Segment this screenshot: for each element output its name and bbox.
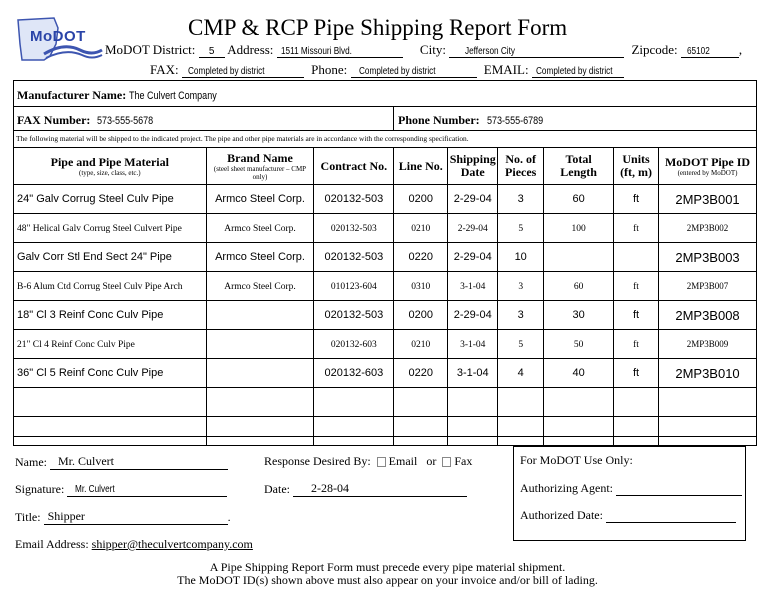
pipe-table <box>13 147 757 446</box>
cell-pieces[interactable] <box>498 301 544 330</box>
fax-value: Completed by district <box>187 66 265 77</box>
table-row <box>14 301 757 330</box>
title-label: Title: <box>15 510 41 524</box>
date-area[interactable] <box>264 481 467 497</box>
cell-modot-id[interactable] <box>659 214 757 243</box>
cell-pieces-text: 3 <box>517 193 524 205</box>
cell-brand[interactable] <box>206 185 314 214</box>
col-header-length: Total Length <box>544 148 614 185</box>
signature-field[interactable] <box>67 481 227 497</box>
response-or: or <box>426 454 437 468</box>
cell-units[interactable] <box>614 214 659 243</box>
cell-line-text: 0200 <box>408 193 434 205</box>
email-field[interactable] <box>532 66 624 78</box>
cell-material-text: 24" Galv Corrug Steel Culv Pipe <box>17 193 174 205</box>
cell-length[interactable] <box>544 243 614 272</box>
cell-units[interactable] <box>614 243 659 272</box>
cell-length-text: 40 <box>572 367 585 379</box>
zip-field[interactable] <box>681 46 739 58</box>
col-header-units: Units (ft, m) <box>614 148 659 185</box>
cell-length-text: 30 <box>572 309 585 321</box>
cell-shipping-date-text: 3-1-04 <box>460 281 486 292</box>
cell-line-text: 0310 <box>411 281 431 292</box>
cell-pieces-text: 5 <box>518 339 524 350</box>
cell-material-text: 21" Cl 4 Reinf Conc Culv Pipe <box>17 339 135 350</box>
manufacturer-phone-area[interactable] <box>398 113 555 128</box>
cell-modot-id[interactable] <box>659 388 757 417</box>
cell-line-text: 0220 <box>408 367 434 379</box>
cell-modot-id[interactable] <box>659 301 757 330</box>
phone-field[interactable] <box>351 66 477 78</box>
footer-note-2: The MoDOT ID(s) shown above must also appear on your invoice and/or bill of lading. <box>177 573 598 587</box>
cell-units[interactable] <box>614 185 659 214</box>
col-header-modot-id: MoDOT Pipe ID (entered by MoDOT) <box>659 148 757 185</box>
cell-line[interactable] <box>394 417 448 446</box>
cell-units-text: ft <box>632 309 640 321</box>
table-row <box>14 388 757 417</box>
cell-pieces-text: 3 <box>518 281 524 292</box>
cell-brand-text: Armco Steel Corp. <box>215 251 305 263</box>
cell-shipping-date[interactable] <box>448 301 498 330</box>
cell-line[interactable] <box>394 214 448 243</box>
cell-pieces-text: 5 <box>518 223 524 234</box>
cell-units[interactable] <box>614 359 659 388</box>
cell-length[interactable] <box>544 272 614 301</box>
col-header-pieces: No. of Pieces <box>498 148 544 185</box>
title-field[interactable] <box>44 509 228 525</box>
table-row <box>14 272 757 301</box>
district-label: MoDOT District: <box>105 42 196 57</box>
cell-modot-id[interactable] <box>659 243 757 272</box>
cell-material-text: Galv Corr Stl End Sect 24" Pipe <box>17 251 172 263</box>
manufacturer-fax-value: 573-555-5678 <box>97 115 154 127</box>
fax-checkbox[interactable] <box>442 457 451 467</box>
cell-contract-text: 020132-603 <box>324 367 384 379</box>
table-header-row <box>14 148 757 185</box>
cell-contract[interactable] <box>314 185 394 214</box>
header-line-2 <box>150 62 624 78</box>
cell-shipping-date[interactable] <box>448 185 498 214</box>
cell-brand[interactable] <box>206 301 314 330</box>
city-field[interactable] <box>449 46 624 58</box>
cell-shipping-date[interactable] <box>448 272 498 301</box>
cell-contract-text: 020132-503 <box>324 193 384 205</box>
response-area <box>264 454 472 469</box>
manufacturer-phone-label: Phone Number: <box>398 113 480 127</box>
cell-contract-text: 010123-604 <box>330 281 377 292</box>
cell-contract[interactable] <box>314 388 394 417</box>
modot-use-box <box>513 446 746 541</box>
city-value: Jefferson City <box>465 46 516 57</box>
fax-field[interactable] <box>182 66 304 78</box>
row-divider <box>393 107 394 131</box>
cell-length[interactable] <box>544 185 614 214</box>
name-label: Name: <box>15 455 47 469</box>
modot-logo <box>14 14 104 64</box>
signature-value: Mr. Culvert <box>75 484 115 495</box>
auth-agent-field[interactable] <box>616 483 742 496</box>
cell-contract-text: 020132-503 <box>324 309 384 321</box>
cell-material[interactable] <box>14 301 207 330</box>
cell-modot-id-text: 2MP3B008 <box>675 307 740 323</box>
cell-pieces-text: 4 <box>517 367 524 379</box>
response-email-label: Email <box>388 454 418 468</box>
cell-material[interactable] <box>14 330 207 359</box>
cell-units[interactable] <box>614 272 659 301</box>
address-label: Address: <box>227 42 274 57</box>
cell-modot-id[interactable] <box>659 185 757 214</box>
cell-shipping-date[interactable] <box>448 214 498 243</box>
table-row <box>14 214 757 243</box>
header-line-1: MoDOT District: 5 Address: 1511 Missouri Blvd. City: Jefferson City Zipcode: 65102 , <box>105 42 743 57</box>
table-row <box>14 359 757 388</box>
modot-use-label: For MoDOT Use Only: <box>520 453 633 467</box>
zip-value: 65102 <box>686 46 710 57</box>
name-field[interactable] <box>50 454 228 470</box>
cell-line-text: 0220 <box>408 251 434 263</box>
cell-material-text: B-6 Alum Ctd Corrug Steel Culv Pipe Arch <box>17 281 183 292</box>
cell-modot-id-text: 2MP3B010 <box>675 365 740 381</box>
cell-pieces[interactable] <box>498 388 544 417</box>
cell-units[interactable] <box>614 388 659 417</box>
cell-modot-id-text: 2MP3B007 <box>686 280 729 291</box>
cell-modot-id-text: 2MP3B002 <box>686 222 729 233</box>
cell-material-text: 18" Cl 3 Reinf Conc Culv Pipe <box>17 309 164 321</box>
cell-pieces-text: 3 <box>517 309 524 321</box>
manufacturer-fax-label: FAX Number: <box>17 113 91 127</box>
cell-brand[interactable] <box>206 359 314 388</box>
cell-length-text: 60 <box>572 193 585 205</box>
title-area[interactable]: Title: Shipper . <box>15 509 231 524</box>
city-label: City: <box>419 42 446 57</box>
logo-text: MoDOT <box>30 28 86 45</box>
cell-line[interactable] <box>394 359 448 388</box>
cell-modot-id[interactable] <box>659 330 757 359</box>
cell-units[interactable] <box>614 330 659 359</box>
signature-area[interactable] <box>15 481 227 497</box>
cell-brand-text: Armco Steel Corp. <box>224 223 296 234</box>
cell-line[interactable] <box>394 301 448 330</box>
cell-length-text: 100 <box>571 223 586 234</box>
auth-agent-area[interactable] <box>520 481 742 496</box>
cell-brand[interactable] <box>206 243 314 272</box>
cell-length-text: 50 <box>573 339 584 350</box>
cell-pieces[interactable] <box>498 330 544 359</box>
cell-pieces[interactable] <box>498 272 544 301</box>
cell-pieces[interactable] <box>498 214 544 243</box>
cell-length[interactable] <box>544 301 614 330</box>
cell-line[interactable] <box>394 272 448 301</box>
cell-units[interactable] <box>614 301 659 330</box>
auth-date-field[interactable] <box>606 510 736 523</box>
cell-length[interactable] <box>544 359 614 388</box>
cell-shipping-date-text: 2-29-04 <box>453 193 492 205</box>
cell-contract[interactable] <box>314 272 394 301</box>
cell-modot-id-text: 2MP3B003 <box>675 249 740 265</box>
cell-shipping-date[interactable] <box>448 330 498 359</box>
col-header-brand: Brand Name (steel sheet manufacturer – CMP only) <box>206 148 314 185</box>
cell-shipping-date-text: 2-29-04 <box>457 223 488 234</box>
cell-pieces[interactable] <box>498 359 544 388</box>
table-row <box>14 417 757 446</box>
cell-shipping-date-text: 2-29-04 <box>453 251 492 263</box>
email-value: Completed by district <box>535 66 613 77</box>
col-header-contract: Contract No. <box>314 148 394 185</box>
cell-modot-id-text: 2MP3B009 <box>686 338 729 349</box>
cell-line-text: 0210 <box>411 339 431 350</box>
email-label: EMAIL: <box>483 62 529 77</box>
cell-length[interactable] <box>544 330 614 359</box>
cell-contract[interactable] <box>314 359 394 388</box>
cell-line[interactable] <box>394 185 448 214</box>
signature-label: Signature: <box>15 482 65 496</box>
phone-label: Phone: <box>311 62 348 77</box>
cell-contract[interactable] <box>314 214 394 243</box>
cell-shipping-date[interactable] <box>448 417 498 446</box>
cell-modot-id[interactable] <box>659 272 757 301</box>
cell-brand[interactable] <box>206 272 314 301</box>
cell-pieces[interactable] <box>498 185 544 214</box>
manufacturer-name-area[interactable] <box>17 88 236 103</box>
cell-line-text: 0200 <box>408 309 434 321</box>
cell-line-text: 0210 <box>411 223 431 234</box>
address-value: 1511 Missouri Blvd. <box>280 46 352 57</box>
cell-units-text: ft <box>633 339 639 350</box>
cell-line[interactable] <box>394 243 448 272</box>
cell-length[interactable] <box>544 214 614 243</box>
date-label: Date: <box>264 482 290 496</box>
cell-contract[interactable] <box>314 301 394 330</box>
email-address-label: Email Address: <box>15 537 89 551</box>
cell-brand[interactable] <box>206 417 314 446</box>
cell-contract-text: 020132-503 <box>324 251 384 263</box>
cell-length[interactable] <box>544 417 614 446</box>
cell-brand-text: Armco Steel Corp. <box>215 193 305 205</box>
cell-units-text: ft <box>632 193 640 205</box>
col-header-material: Pipe and Pipe Material (type, size, class, etc.) <box>14 148 207 185</box>
manufacturer-fax-area[interactable] <box>17 113 166 128</box>
cell-material[interactable] <box>14 214 207 243</box>
cell-material-text: 36" Cl 5 Reinf Conc Culv Pipe <box>17 367 164 379</box>
auth-agent-label: Authorizing Agent: <box>520 481 613 495</box>
date-value: 2-28-04 <box>311 481 349 495</box>
cell-material[interactable] <box>14 417 207 446</box>
cell-material[interactable] <box>14 185 207 214</box>
cell-material[interactable] <box>14 388 207 417</box>
cell-material[interactable] <box>14 272 207 301</box>
cell-brand[interactable] <box>206 330 314 359</box>
cell-contract-text: 020132-503 <box>330 223 377 234</box>
phone-value: Completed by district <box>358 66 436 77</box>
address-field[interactable] <box>277 46 403 58</box>
manufacturer-name-value: The Culvert Company <box>129 90 217 102</box>
cell-modot-id[interactable] <box>659 359 757 388</box>
manufacturer-name-label: Manufacturer Name: <box>17 88 127 102</box>
zip-label: Zipcode: <box>631 42 678 57</box>
response-label: Response Desired By: <box>264 454 371 468</box>
manufacturer-phone-value: 573-555-6789 <box>486 115 543 127</box>
cell-modot-id[interactable] <box>659 417 757 446</box>
cell-units-text: ft <box>633 281 639 292</box>
auth-date-label: Authorized Date: <box>520 508 603 522</box>
cell-material[interactable] <box>14 243 207 272</box>
cell-shipping-date[interactable] <box>448 359 498 388</box>
cell-shipping-date[interactable] <box>448 388 498 417</box>
cell-line[interactable] <box>394 330 448 359</box>
cell-material[interactable] <box>14 359 207 388</box>
email-address-link[interactable]: shipper@theculvertcompany.com <box>91 537 253 551</box>
cell-contract-text: 020132-603 <box>330 339 377 350</box>
date-field[interactable] <box>293 481 467 497</box>
email-checkbox[interactable] <box>377 457 386 467</box>
title-value: Shipper <box>47 509 85 523</box>
district-value: 5 <box>208 46 215 57</box>
cell-contract[interactable] <box>314 243 394 272</box>
footer-note-1: A Pipe Shipping Report Form must precede every pipe material shipment. <box>209 560 566 574</box>
cell-units[interactable] <box>614 417 659 446</box>
cell-material-text: 48" Helical Galv Corrug Steel Culvert Pipe <box>17 223 182 234</box>
table-row <box>14 330 757 359</box>
auth-date-area[interactable] <box>520 508 736 523</box>
response-fax-label: Fax <box>454 454 473 468</box>
cell-shipping-date[interactable] <box>448 243 498 272</box>
cell-contract[interactable] <box>314 330 394 359</box>
cell-modot-id-text: 2MP3B001 <box>675 191 740 207</box>
cell-brand[interactable] <box>206 214 314 243</box>
fax-label: FAX: <box>150 62 179 77</box>
cell-pieces[interactable] <box>498 243 544 272</box>
cell-contract[interactable] <box>314 417 394 446</box>
name-value: Mr. Culvert <box>58 454 114 468</box>
cell-units-text: ft <box>632 367 640 379</box>
table-row <box>14 185 757 214</box>
col-header-shipping-date: Shipping Date <box>448 148 498 185</box>
cell-shipping-date-text: 2-29-04 <box>453 309 492 321</box>
cell-pieces[interactable] <box>498 417 544 446</box>
name-area[interactable] <box>15 454 228 470</box>
notice-text: The following material will be shipped to the indicated project. The pipe and other pipe materials are in accordance with the corresponding specification. <box>16 134 469 143</box>
table-row <box>14 243 757 272</box>
district-field[interactable] <box>199 46 225 58</box>
form-title: CMP & RCP Pipe Shipping Report Form <box>188 15 568 40</box>
cell-units-text: ft <box>633 223 639 234</box>
col-header-line: Line No. <box>394 148 448 185</box>
cell-length[interactable] <box>544 388 614 417</box>
cell-line[interactable] <box>394 388 448 417</box>
email-area <box>15 537 253 552</box>
cell-length-text: 60 <box>573 281 584 292</box>
cell-brand[interactable] <box>206 388 314 417</box>
cell-pieces-text: 10 <box>514 251 527 263</box>
cell-brand-text: Armco Steel Corp. <box>224 281 296 292</box>
cell-shipping-date-text: 3-1-04 <box>456 367 489 379</box>
cell-shipping-date-text: 3-1-04 <box>460 339 486 350</box>
